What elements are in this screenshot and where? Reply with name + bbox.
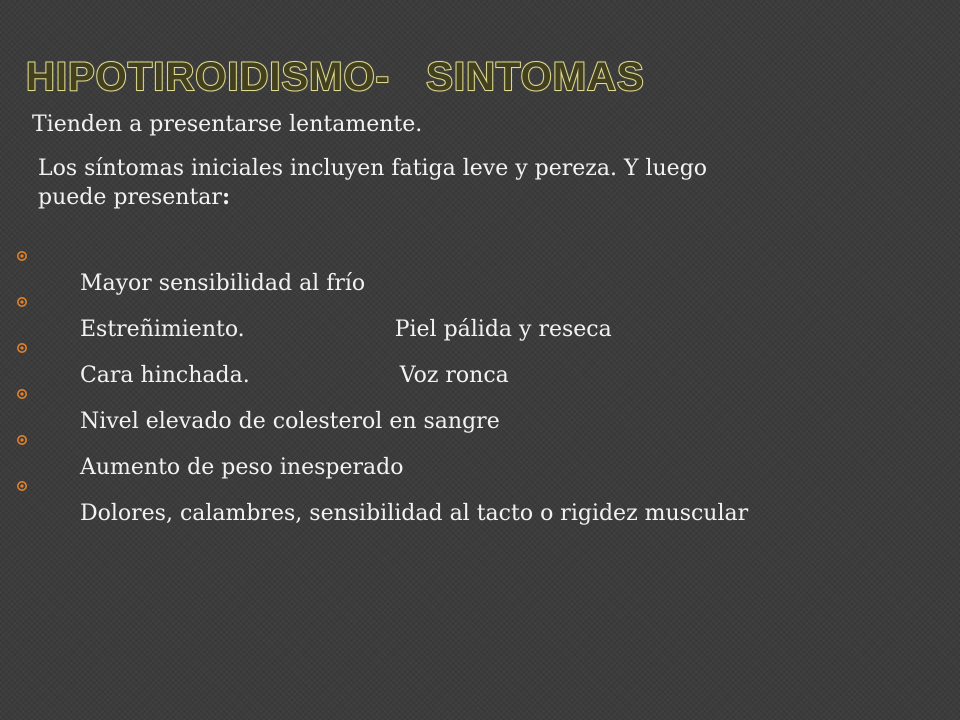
list-item [0, 334, 748, 388]
flower-bullet-icon [16, 480, 28, 492]
flower-bullet-icon [16, 342, 28, 354]
slide-title: HIPOTIROIDISMO- SINTOMAS [26, 55, 645, 99]
list-item-text: Estreñimiento. [79, 317, 245, 342]
intro-line-2b-colon: : [221, 184, 231, 210]
list-item-text: Cara hinchada. [79, 363, 250, 388]
list-item [0, 242, 748, 296]
list-item-text: Nivel elevado de colesterol en sangre [79, 409, 500, 434]
flower-bullet-icon [16, 388, 28, 400]
list-item-text: Dolores, calambres, sensibilidad al tacto o rigidez muscular [79, 501, 749, 526]
intro-line-2a: Los síntomas iniciales incluyen fatiga leve y pereza. Y luego [38, 156, 708, 181]
flower-bullet-icon [16, 434, 28, 446]
intro-line-2b-wrap [38, 183, 918, 212]
flower-bullet-icon [16, 250, 28, 262]
list-item-text-secondary: Voz ronca [399, 363, 509, 388]
list-item [0, 380, 748, 434]
intro-line-2 [38, 155, 918, 212]
list-item-text: Aumento de peso inesperado [79, 455, 404, 480]
list-item [0, 288, 748, 342]
list-item [0, 472, 749, 526]
flower-bullet-icon [16, 296, 28, 308]
intro-line-2b: puede presentar [38, 185, 222, 210]
list-item-text: Mayor sensibilidad al frío [79, 271, 366, 296]
list-item [0, 426, 748, 480]
list-item-text-secondary: Piel pálida y reseca [394, 317, 612, 342]
symptom-list [0, 242, 749, 526]
intro-line-1: Tienden a presentarse lentamente. [32, 112, 423, 137]
